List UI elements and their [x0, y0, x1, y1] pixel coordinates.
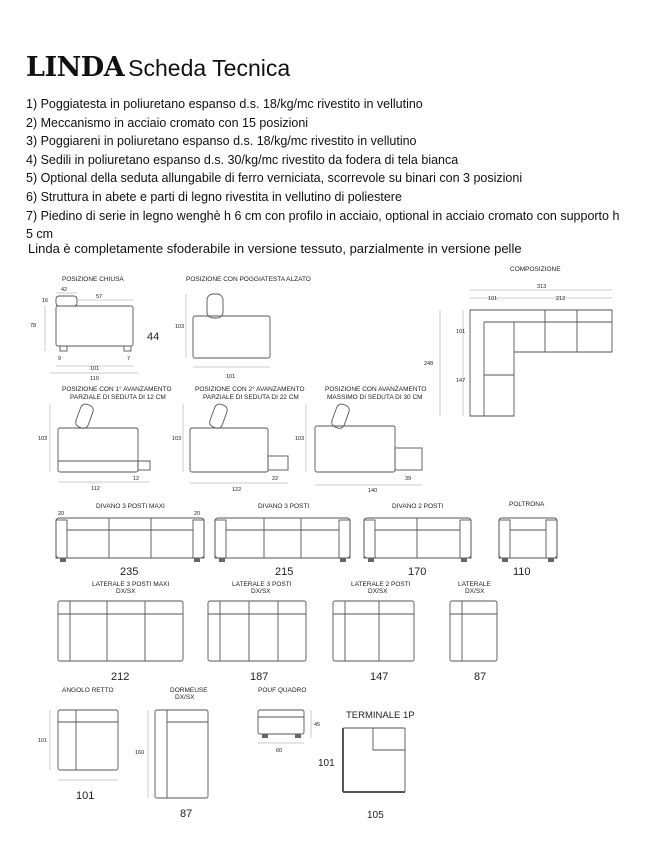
arm-dim: 20 [58, 511, 65, 517]
dim-label: 160 [135, 750, 145, 756]
corner-element [38, 687, 118, 802]
dim-label: 101 [90, 366, 100, 372]
dim-label: 60 [276, 748, 283, 754]
lateral-2 [333, 581, 414, 683]
spec-item: 6) Struttura in abete e parti di legno rivestita in vellutino di poliestere [26, 189, 402, 204]
pouf [258, 687, 320, 754]
view-label: ANGOLO RETTO [62, 687, 114, 694]
view-headrest-raised [175, 276, 311, 380]
dim-label: 140 [368, 488, 378, 494]
dim-label: 101 [318, 758, 335, 769]
view-label: LATERALE 3 POSTI DX/SX [232, 581, 292, 595]
view-label: POSIZIONE CON POGGIATESTA ALZATO [186, 276, 311, 283]
dim-label: 112 [91, 486, 100, 492]
view-label: LATERALE 3 POSTI MAXI DX/SX [92, 581, 170, 595]
terminale [318, 710, 415, 821]
view-label: TERMINALE 1P [346, 710, 415, 721]
view-label: POSIZIONE CON 2° AVANZAMENTO PARZIALE DI SEDUTA DI 22 CM [195, 386, 305, 401]
spec-item: 3) Poggiareni in poliuretano espanso d.s. 18/kg/mc rivestito in vellutino [26, 134, 417, 149]
view-closed [30, 276, 159, 382]
view-label: COMPOSIZIONE [510, 266, 561, 273]
view-label: DIVANO 3 POSTI MAXI [96, 503, 165, 510]
dim-label: 147 [456, 378, 466, 384]
dormeuse [135, 687, 208, 820]
dim-label: 78 [30, 323, 37, 329]
brand-name: LINDA [26, 52, 125, 83]
spec-item: 5) Optional della seduta allungabile di ferro verniciata, scorrevole su binari con 3 posizioni [26, 171, 523, 186]
width-label: 101 [76, 790, 95, 802]
dim-label: 12 [133, 476, 140, 482]
dim-label: 57 [96, 294, 103, 300]
view-label: POSIZIONE CON 1° AVANZAMENTO PARZIALE DI SEDUTA DI 12 CM [62, 386, 172, 401]
spec-item: 2) Meccanismo in acciaio cromato con 15 posizioni [26, 115, 309, 130]
sofa-2 [364, 503, 471, 578]
armchair [499, 501, 557, 578]
upholstery-note: Linda è completamente sfoderabile in versione tessuto, parzialmente in versione pelle [28, 241, 522, 256]
lateral-3-maxi [58, 581, 183, 683]
dim-label: 212 [556, 296, 566, 302]
width-label: 170 [408, 566, 427, 578]
width-label: 110 [513, 566, 531, 578]
view-advance-max [295, 386, 427, 494]
view-label: POLTRONA [509, 501, 545, 508]
width-label: 87 [180, 808, 193, 820]
dim-label: 101 [226, 374, 236, 380]
document-subtitle: Scheda Tecnica [128, 55, 291, 81]
view-advance-22 [172, 385, 305, 493]
dim-label: 22 [272, 476, 279, 482]
dim-label: 16 [42, 298, 49, 304]
dim-label: 248 [424, 361, 434, 367]
dim-label: 122 [232, 487, 242, 493]
sofa-3-maxi [56, 503, 204, 578]
lateral-1 [450, 581, 497, 683]
width-label: 235 [120, 566, 139, 578]
dim-label: 103 [295, 436, 305, 442]
lateral-3 [208, 581, 306, 683]
dim-label: 45 [314, 722, 321, 728]
dim-label: 42 [61, 287, 68, 293]
view-label: POSIZIONE CHIUSA [62, 276, 124, 283]
dim-label: 313 [537, 284, 547, 290]
dim-label: 103 [175, 324, 185, 330]
view-composizione [424, 266, 612, 416]
dim-label: 7 [127, 356, 131, 362]
dim-label: 110 [90, 376, 99, 382]
view-label: DORMEUSE DX/SX [170, 687, 208, 701]
width-label: 87 [474, 671, 487, 683]
dim-label: 103 [172, 436, 182, 442]
sofa-3 [215, 503, 350, 578]
dim-label: 39 [405, 476, 412, 482]
view-label: POSIZIONE CON AVANZAMENTO MASSIMO DI SEDUTA DI 30 CM [325, 386, 427, 401]
spec-item: 4) Sedili in poliuretano espanso d.s. 30/kg/mc rivestito da fodera di tela bianca [26, 152, 459, 167]
width-label: 215 [275, 566, 294, 578]
spec-item: 1) Poggiatesta in poliuretano espanso d.s. 18/kg/mc rivestito in vellutino [26, 97, 423, 111]
view-advance-12 [38, 385, 172, 492]
dim-label: 9 [58, 356, 62, 362]
view-label: LATERALE 2 POSTI DX/SX [351, 581, 411, 595]
spec-item: 7) Piedino di serie in legno wenghè h 6 cm con profilo in acciaio, optional in acciaio cromato con supporto h 5 cm [26, 208, 620, 242]
view-label: POUF QUADRO [258, 687, 307, 694]
view-label: LATERALE DX/SX [458, 581, 491, 595]
arm-dim: 20 [194, 511, 201, 517]
dim-label: 103 [38, 436, 48, 442]
dim-label: 101 [456, 329, 466, 335]
dim-label: 101 [488, 296, 498, 302]
dim-label: 101 [38, 738, 48, 744]
width-label: 105 [367, 810, 384, 821]
height-badge: 44 [147, 331, 160, 343]
view-label: DIVANO 3 POSTI [258, 503, 310, 510]
width-label: 147 [370, 671, 389, 683]
width-label: 212 [111, 671, 130, 683]
width-label: 187 [250, 671, 269, 683]
view-label: DIVANO 2 POSTI [392, 503, 444, 510]
